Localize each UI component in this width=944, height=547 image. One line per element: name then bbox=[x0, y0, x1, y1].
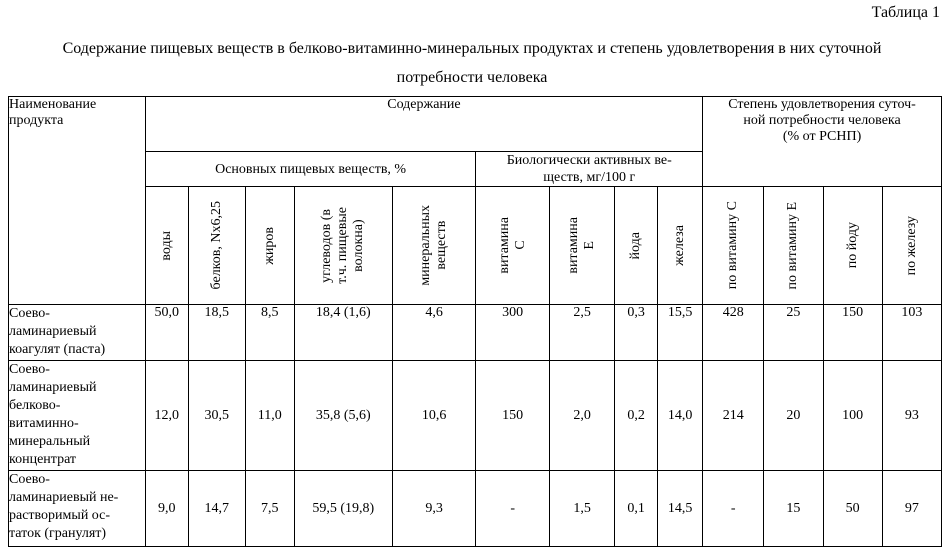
value-sat-vitamin-c: 214 bbox=[703, 361, 764, 471]
value-minerals: 10,6 bbox=[392, 361, 476, 471]
title-line-2: потребности человека bbox=[396, 69, 548, 86]
value-iodine: 0,3 bbox=[615, 305, 658, 361]
table-row bbox=[9, 471, 942, 547]
col-header-sat-iodine: по йоду bbox=[823, 187, 882, 305]
value-iron: 14,5 bbox=[658, 471, 703, 547]
value-sat-iodine: 50 bbox=[823, 471, 882, 547]
col-header-sat-iron: по железу bbox=[882, 187, 941, 305]
col-header-minerals: минеральных веществ bbox=[392, 187, 476, 305]
value-sat-iron: 93 bbox=[882, 361, 941, 471]
col-header-iodine: йода bbox=[615, 187, 658, 305]
value-sat-iron: 97 bbox=[882, 471, 941, 547]
value-vitamin-e: 1,5 bbox=[549, 471, 614, 547]
value-iodine: 0,2 bbox=[615, 361, 658, 471]
value-fat: 7,5 bbox=[245, 471, 294, 547]
col-header-sat-vitamin-e: по витамину Е bbox=[764, 187, 823, 305]
col-header-vitamin-e: витамина Е bbox=[549, 187, 614, 305]
value-vitamin-e: 2,0 bbox=[549, 361, 614, 471]
table-row bbox=[9, 361, 942, 471]
product-name: Соево- ламинариевый белково- витаминно- минеральный концентрат bbox=[9, 361, 146, 471]
value-vitamin-e: 2,5 bbox=[549, 305, 614, 361]
header-row-1 bbox=[9, 97, 942, 152]
title-line-1: Содержание пищевых веществ в белково-витаминно-минеральных продуктах и степень удовлетворения в них суточной bbox=[62, 40, 882, 57]
value-sat-vitamin-e: 20 bbox=[764, 361, 823, 471]
table-row bbox=[9, 305, 942, 361]
value-fat: 11,0 bbox=[245, 361, 294, 471]
value-sat-vitamin-c: 428 bbox=[703, 305, 764, 361]
table-label: Таблица 1 bbox=[871, 4, 940, 21]
header-basic-nutrients: Основных пищевых веществ, % bbox=[145, 152, 476, 187]
product-name: Соево- ламинариевый коагулят (паста) bbox=[9, 305, 146, 361]
value-vitamin-c: - bbox=[476, 471, 549, 547]
value-sat-iodine: 100 bbox=[823, 361, 882, 471]
document-title bbox=[0, 34, 944, 92]
value-carbs: 35,8 (5,6) bbox=[294, 361, 392, 471]
col-header-fat: жиров bbox=[245, 187, 294, 305]
value-sat-iodine: 150 bbox=[823, 305, 882, 361]
value-sat-vitamin-c: - bbox=[703, 471, 764, 547]
col-header-vitamin-c: витамина С bbox=[476, 187, 549, 305]
value-water: 50,0 bbox=[145, 305, 188, 361]
nutrient-table bbox=[8, 96, 942, 547]
col-header-carbs: углеводов (в т.ч. пищевые волокна) bbox=[294, 187, 392, 305]
col-header-sat-vitamin-c: по витамину С bbox=[703, 187, 764, 305]
value-carbs: 59,5 (19,8) bbox=[294, 471, 392, 547]
value-vitamin-c: 300 bbox=[476, 305, 549, 361]
value-minerals: 9,3 bbox=[392, 471, 476, 547]
value-water: 9,0 bbox=[145, 471, 188, 547]
product-name: Соево- ламинариевый не- растворимый ос- таток (гранулят) bbox=[9, 471, 146, 547]
header-product-name: Наименование продукта bbox=[9, 97, 146, 305]
value-iron: 15,5 bbox=[658, 305, 703, 361]
value-sat-iron: 103 bbox=[882, 305, 941, 361]
value-protein: 14,7 bbox=[188, 471, 245, 547]
header-bioactive: Биологически активных ве- ществ, мг/100 г bbox=[476, 152, 703, 187]
value-vitamin-c: 150 bbox=[476, 361, 549, 471]
value-iodine: 0,1 bbox=[615, 471, 658, 547]
value-protein: 18,5 bbox=[188, 305, 245, 361]
value-sat-vitamin-e: 15 bbox=[764, 471, 823, 547]
value-minerals: 4,6 bbox=[392, 305, 476, 361]
header-row-3 bbox=[9, 187, 942, 305]
col-header-iron: железа bbox=[658, 187, 703, 305]
value-protein: 30,5 bbox=[188, 361, 245, 471]
value-fat: 8,5 bbox=[245, 305, 294, 361]
header-satisfaction: Степень удовлетворения суточ- ной потребности человека (% от РСНП) bbox=[703, 97, 942, 187]
value-sat-vitamin-e: 25 bbox=[764, 305, 823, 361]
col-header-water: воды bbox=[145, 187, 188, 305]
value-iron: 14,0 bbox=[658, 361, 703, 471]
value-carbs: 18,4 (1,6) bbox=[294, 305, 392, 361]
value-water: 12,0 bbox=[145, 361, 188, 471]
col-header-protein: белков, Nх6,25 bbox=[188, 187, 245, 305]
header-content: Содержание bbox=[145, 97, 702, 152]
